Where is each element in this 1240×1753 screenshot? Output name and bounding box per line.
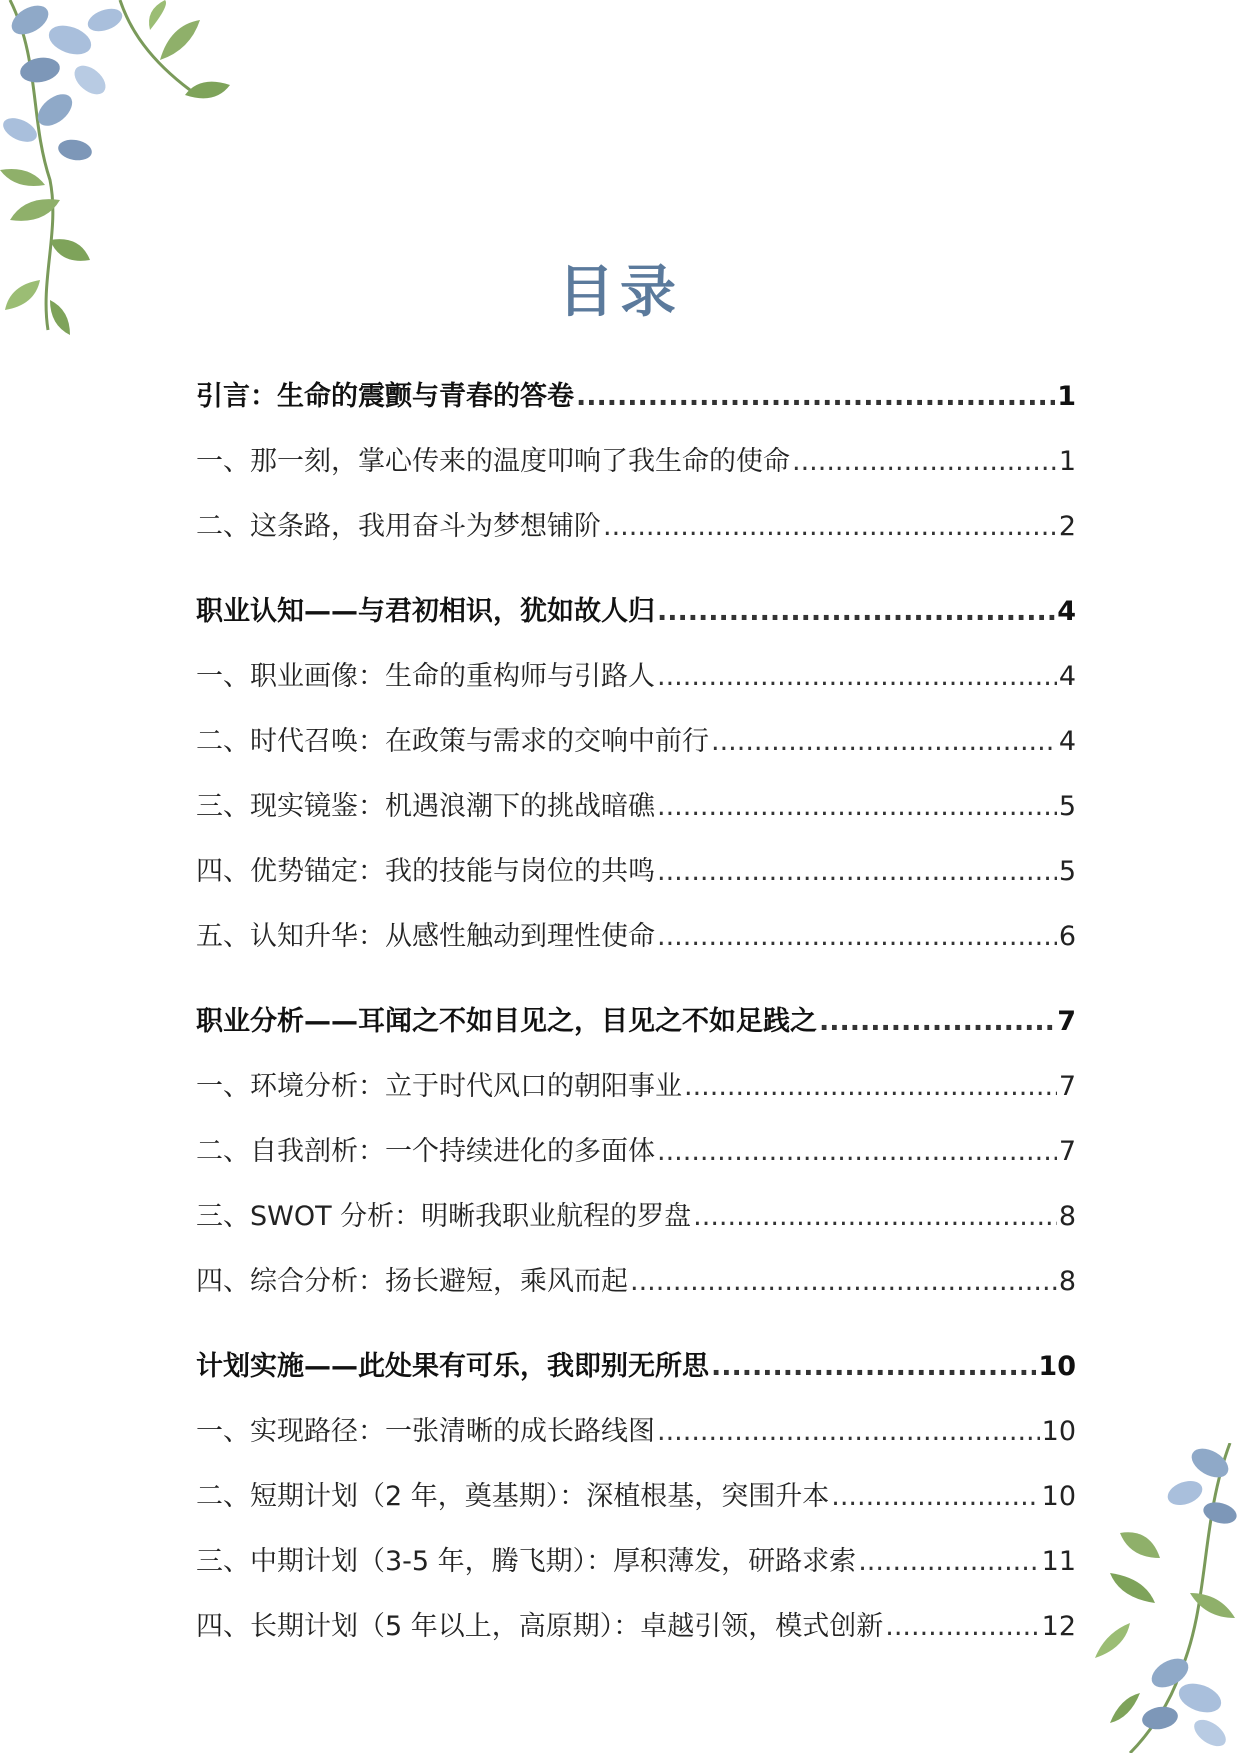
toc-entry-title: 二、短期计划（2 年，奠基期）：深植根基，突围升本	[196, 1481, 830, 1512]
toc-page-number: 7	[1058, 1136, 1076, 1167]
toc-entry-title: 二、这条路，我用奋斗为梦想铺阶	[196, 511, 601, 542]
toc-entry-title: 二、自我剖析：一个持续进化的多面体	[196, 1136, 655, 1167]
floral-decoration-bottom-right-icon	[1090, 1443, 1240, 1753]
toc-dot-leader	[711, 709, 1057, 774]
toc-item-entry[interactable]	[196, 1399, 1076, 1464]
toc-dot-leader	[885, 1594, 1039, 1659]
toc-entry-title: 职业分析——耳闻之不如目见之，目见之不如足践之	[196, 1006, 817, 1037]
toc-item-entry[interactable]	[196, 709, 1076, 774]
table-of-contents	[196, 364, 1076, 1659]
toc-page-number: 2	[1058, 511, 1076, 542]
toc-dot-leader	[711, 1334, 1036, 1399]
toc-entry-title: 一、环境分析：立于时代风口的朝阳事业	[196, 1071, 682, 1102]
toc-item-entry[interactable]	[196, 1119, 1076, 1184]
toc-dot-leader	[657, 579, 1055, 644]
toc-page-number: 10	[1041, 1481, 1076, 1512]
toc-page-number: 1	[1058, 446, 1076, 477]
toc-heading-entry[interactable]	[196, 1334, 1076, 1399]
toc-item-entry[interactable]	[196, 1249, 1076, 1314]
toc-item-entry[interactable]	[196, 1529, 1076, 1594]
toc-page-number: 4	[1057, 596, 1076, 627]
toc-page-number: 8	[1058, 1201, 1076, 1232]
toc-page-number: 4	[1058, 661, 1076, 692]
toc-page-number: 1	[1057, 381, 1076, 412]
toc-entry-title: 三、SWOT 分析：明晰我职业航程的罗盘	[196, 1201, 692, 1232]
toc-entry-title: 三、中期计划（3-5 年，腾飞期）：厚积薄发，研路求索	[196, 1546, 857, 1577]
toc-entry-title: 四、综合分析：扬长避短，乘风而起	[196, 1266, 628, 1297]
toc-section-gap	[196, 559, 1076, 579]
toc-dot-leader	[657, 839, 1057, 904]
toc-dot-leader	[657, 644, 1057, 709]
toc-item-entry[interactable]	[196, 1054, 1076, 1119]
toc-item-entry[interactable]	[196, 644, 1076, 709]
toc-page-number: 10	[1041, 1416, 1076, 1447]
toc-heading-entry[interactable]	[196, 989, 1076, 1054]
toc-entry-title: 五、认知升华：从感性触动到理性使命	[196, 921, 655, 952]
toc-dot-leader	[792, 429, 1057, 494]
toc-entry-title: 三、现实镜鉴：机遇浪潮下的挑战暗礁	[196, 791, 655, 822]
toc-item-entry[interactable]	[196, 839, 1076, 904]
toc-entry-title: 引言：生命的震颤与青春的答卷	[196, 381, 574, 412]
toc-dot-leader	[858, 1529, 1039, 1594]
toc-entry-title: 四、长期计划（5 年以上，高原期）：卓越引领，模式创新	[196, 1611, 884, 1642]
toc-entry-title: 二、时代召唤：在政策与需求的交响中前行	[196, 726, 709, 757]
toc-dot-leader	[657, 904, 1057, 969]
toc-dot-leader	[684, 1054, 1057, 1119]
toc-heading-entry[interactable]	[196, 579, 1076, 644]
toc-section-gap	[196, 969, 1076, 989]
toc-dot-leader	[657, 1119, 1057, 1184]
toc-page-number: 7	[1057, 1006, 1076, 1037]
toc-dot-leader	[657, 1399, 1040, 1464]
toc-item-entry[interactable]	[196, 1184, 1076, 1249]
toc-entry-title: 一、那一刻，掌心传来的温度叩响了我生命的使命	[196, 446, 790, 477]
toc-item-entry[interactable]	[196, 429, 1076, 494]
toc-item-entry[interactable]	[196, 774, 1076, 839]
toc-dot-leader	[576, 364, 1055, 429]
page-title: 目录	[558, 260, 682, 325]
toc-page-number: 5	[1058, 791, 1076, 822]
toc-item-entry[interactable]	[196, 494, 1076, 559]
toc-page-number: 8	[1058, 1266, 1076, 1297]
toc-entry-title: 一、实现路径：一张清晰的成长路线图	[196, 1416, 655, 1447]
toc-entry-title: 一、职业画像：生命的重构师与引路人	[196, 661, 655, 692]
toc-dot-leader	[657, 774, 1057, 839]
toc-entry-title: 职业认知——与君初相识，犹如故人归	[196, 596, 655, 627]
toc-page-number: 6	[1058, 921, 1076, 952]
toc-page-number: 11	[1041, 1546, 1076, 1577]
toc-page-number: 5	[1058, 856, 1076, 887]
toc-item-entry[interactable]	[196, 904, 1076, 969]
toc-page-number: 4	[1058, 726, 1076, 757]
toc-dot-leader	[603, 494, 1057, 559]
toc-section-gap	[196, 1314, 1076, 1334]
toc-dot-leader	[819, 989, 1055, 1054]
toc-page-number: 10	[1038, 1351, 1076, 1382]
toc-dot-leader	[831, 1464, 1039, 1529]
toc-dot-leader	[630, 1249, 1057, 1314]
toc-item-entry[interactable]	[196, 1464, 1076, 1529]
toc-page-number: 7	[1058, 1071, 1076, 1102]
toc-dot-leader	[693, 1184, 1057, 1249]
toc-entry-title: 计划实施——此处果有可乐，我即别无所思	[196, 1351, 709, 1382]
toc-page-number: 12	[1041, 1611, 1076, 1642]
toc-item-entry[interactable]	[196, 1594, 1076, 1659]
toc-heading-entry[interactable]	[196, 364, 1076, 429]
toc-entry-title: 四、优势锚定：我的技能与岗位的共鸣	[196, 856, 655, 887]
